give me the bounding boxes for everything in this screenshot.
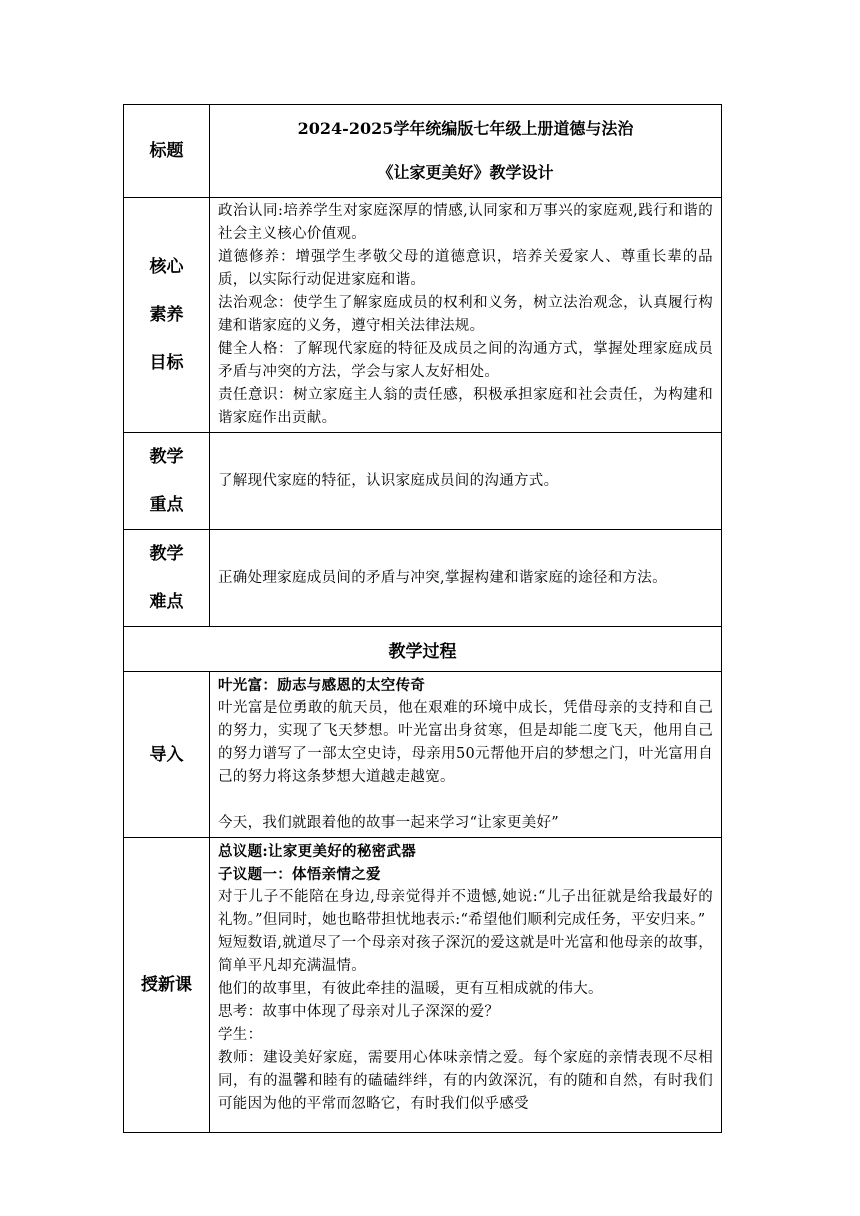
core-literacy-personality: 健全人格：了解现代家庭的特征及成员之间的沟通方式，掌握处理家庭成员矛盾与冲突的方法，学会与家人友好相处。 xyxy=(218,341,713,380)
intro-blank-line xyxy=(218,789,713,812)
new-lesson-content xyxy=(210,838,722,1133)
core-literacy-label-2: 素养 xyxy=(149,305,184,325)
new-lesson-sub-topic: 子议题一：体悟亲情之爱 xyxy=(218,866,381,883)
key-point-label-1: 教学 xyxy=(149,447,184,467)
core-literacy-content xyxy=(210,198,722,433)
new-lesson-line-1: 对于儿子不能陪在身边,母亲觉得并不遗憾,她说:“儿子出征就是给我最好的礼物。”但同时，她也略带担忧地表示:“希望他们顺利完成任务，平安归来。” xyxy=(218,889,713,928)
difficulty-label xyxy=(124,530,210,627)
key-point-text: 了解现代家庭的特征，认识家庭成员间的沟通方式。 xyxy=(218,472,559,489)
intro-content xyxy=(210,672,722,838)
title-cell xyxy=(210,105,722,198)
difficulty-label-2: 难点 xyxy=(149,592,184,612)
key-point-content xyxy=(210,433,722,530)
difficulty-row xyxy=(124,530,722,627)
intro-closing: 今天，我们就跟着他的故事一起来学习“让家更美好” xyxy=(218,815,560,831)
process-title: 教学过程 xyxy=(124,627,722,672)
new-lesson-label: 授新课 xyxy=(124,838,210,1133)
intro-label: 导入 xyxy=(124,672,210,838)
core-literacy-responsibility: 责任意识：树立家庭主人翁的责任感，积极承担家庭和社会责任，为构建和谐家庭作出贡献。 xyxy=(218,387,713,426)
difficulty-text: 正确处理家庭成员间的矛盾与冲突,掌握构建和谐家庭的途径和方法。 xyxy=(218,569,667,586)
title-row xyxy=(124,105,722,198)
difficulty-label-1: 教学 xyxy=(149,544,184,564)
title-line-2: 《让家更美好》教学设计 xyxy=(377,163,554,182)
core-literacy-political: 政治认同:培养学生对家庭深厚的情感,认同家和万事兴的家庭观,践行和谐的社会主义核心价值观。 xyxy=(218,203,713,242)
core-literacy-label-1: 核心 xyxy=(149,257,184,277)
key-point-row xyxy=(124,433,722,530)
process-row xyxy=(124,627,722,672)
key-point-label xyxy=(124,433,210,530)
difficulty-content xyxy=(210,530,722,627)
new-lesson-line-6: 教师：建设美好家庭，需要用心体味亲情之爱。每个家庭的亲情表现不尽相同，有的温馨和睦有的磕磕绊绊，有的内敛深沉，有的随和自然，有时我们可能因为他的平常而忽略它，有时我们似乎感受 xyxy=(218,1050,713,1112)
new-lesson-line-4: 思考：故事中体现了母亲对儿子深深的爱？ xyxy=(218,1004,500,1020)
new-lesson-line-3: 他们的故事里，有彼此牵挂的温暖，更有互相成就的伟大。 xyxy=(218,981,603,997)
new-lesson-line-2: 短短数语,就道尽了一个母亲对孩子深沉的爱这就是叶光富和他母亲的故事，简单平凡却充满温情。 xyxy=(218,935,713,974)
key-point-label-2: 重点 xyxy=(149,495,184,515)
core-literacy-row xyxy=(124,198,722,433)
intro-heading: 叶光富：励志与感恩的太空传奇 xyxy=(218,677,426,694)
title-label: 标题 xyxy=(124,105,210,198)
new-lesson-line-5: 学生： xyxy=(218,1027,263,1043)
core-literacy-law: 法治观念：使学生了解家庭成员的权利和义务，树立法治观念，认真履行构建和谐家庭的义务，遵守相关法律法规。 xyxy=(218,295,713,334)
new-lesson-row xyxy=(124,838,722,1133)
title-line-1: 2024-2025学年统编版七年级上册道德与法治 xyxy=(297,119,634,138)
lesson-plan-table xyxy=(123,104,722,1133)
intro-row xyxy=(124,672,722,838)
core-literacy-label-3: 目标 xyxy=(149,353,184,373)
intro-paragraph: 叶光富是位勇敢的航天员，他在艰难的环境中成长，凭借母亲的支持和自己的努力，实现了飞天梦想。叶光富出身贫寒，但是却能二度飞天，他用自己的努力谱写了一部太空史诗，母亲用50元帮他开启的梦想之门，叶光富用自己的努力将这条梦想大道越走越宽。 xyxy=(218,700,713,785)
core-literacy-label xyxy=(124,198,210,433)
core-literacy-moral: 道德修养：增强学生孝敬父母的道德意识，培养关爱家人、尊重长辈的品质，以实际行动促进家庭和谐。 xyxy=(218,249,713,288)
new-lesson-main-topic: 总议题:让家更美好的秘密武器 xyxy=(218,843,417,860)
